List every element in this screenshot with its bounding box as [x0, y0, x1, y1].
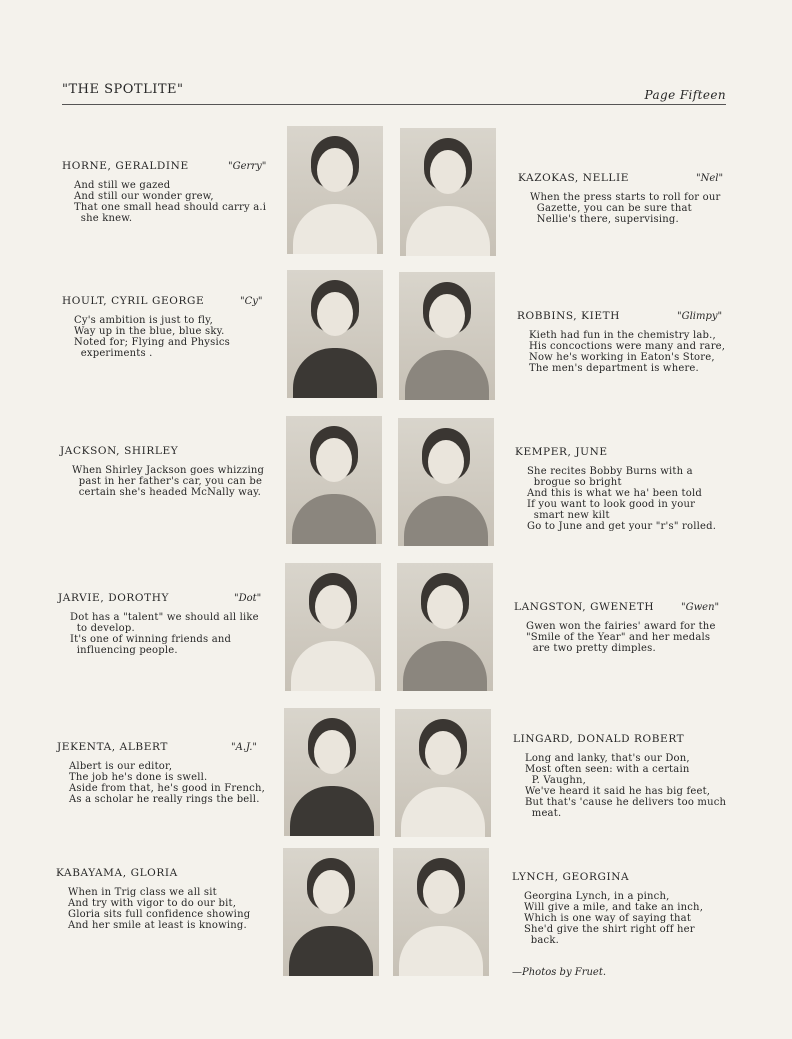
nickname: "Nel" [696, 173, 724, 184]
entry-langston-gweneth [514, 602, 728, 654]
verse: Dot has a "talent" we should all like to develop. It's one of winning friends and influencing people. [70, 612, 259, 656]
student-name: HOULT, CYRIL GEORGE [62, 295, 205, 307]
nickname: "Dot" [234, 593, 262, 604]
verse: Georgina Lynch, in a pinch, Will give a mile, and take an inch, Which is one way of saying that She'd give the shirt right off her back. [524, 891, 704, 946]
student-name: LINGARD, DONALD ROBERT [513, 733, 685, 745]
verse: Long and lanky, that's our Don, Most often seen: with a certain P. Vaughn, We've heard it said he has big feet, But that's 'cause he delivers too much meat. [525, 753, 727, 819]
photo-kemper-june [398, 418, 494, 546]
verse: When the press starts to roll for our Gazette, you can be sure that Nellie's there, supervising. [530, 192, 721, 225]
photo-jekenta-albert [284, 708, 380, 836]
entry-robbins-kieth [517, 311, 727, 374]
photo-kabayama-gloria [283, 848, 379, 976]
photo-jackson-shirley [286, 416, 382, 544]
entry-lynch-georgina [512, 872, 726, 946]
student-name: HORNE, GERALDINE [62, 160, 189, 172]
entry-kabayama-gloria [56, 868, 270, 931]
verse: Albert is our editor, The job he's done is swell. Aside from that, he's good in French, As a scholar he really rings the bell. [69, 761, 265, 805]
header-rule [62, 104, 726, 105]
entry-horne-geraldine [62, 161, 270, 224]
verse: And still we gazed And still our wonder grew, That one small head should carry a.i she knew. [74, 180, 267, 224]
verse: Cy's ambition is just to fly, Way up in the blue, blue sky. Noted for; Flying and Physics experiments . [74, 315, 231, 359]
entry-lingard-donald [513, 734, 727, 819]
entry-kemper-june [515, 447, 727, 532]
verse: Gwen won the fairies' award for the "Smile of the Year" and her medals are two pretty dimples. [526, 621, 716, 654]
photo-lingard-donald [395, 709, 491, 837]
photo-jarvie-dorothy [285, 563, 381, 691]
photo-credit: —Photos by Fruet. [512, 967, 607, 978]
student-name: JACKSON, SHIRLEY [60, 445, 179, 457]
entry-jarvie-dorothy [58, 593, 270, 656]
photo-horne-geraldine [287, 126, 383, 254]
publication-title: "THE SPOTLITE" [62, 82, 184, 97]
student-name: LANGSTON, GWENETH [514, 601, 655, 613]
verse: When Shirley Jackson goes whizzing past in her father's car, you can be certain she's headed McNally way. [72, 465, 265, 498]
student-name: KAZOKAS, NELLIE [518, 172, 630, 184]
photo-kazokas-nellie [400, 128, 496, 256]
verse: She recites Bobby Burns with a brogue so bright And this is what we ha' been told If you want to look good in your smart new kilt Go to June and get your "r's" rolled. [527, 466, 717, 532]
entry-jekenta-albert [57, 742, 269, 805]
photo-langston-gweneth [397, 563, 493, 691]
student-name: JEKENTA, ALBERT [57, 741, 168, 753]
nickname: "Gwen" [681, 602, 720, 613]
photo-hoult-cyril [287, 270, 383, 398]
nickname: "Gerry" [228, 161, 267, 172]
nickname: "Glimpy" [677, 311, 723, 322]
student-name: KEMPER, JUNE [515, 446, 608, 458]
verse: When in Trig class we all sit And try with vigor to do our bit, Gloria sits full confidence showing And her smile at least is knowing. [68, 887, 251, 931]
nickname: "A.J." [231, 742, 258, 753]
entry-kazokas-nellie [518, 173, 726, 225]
photo-lynch-georgina [393, 848, 489, 976]
entry-jackson-shirley [60, 446, 270, 498]
entry-hoult-cyril [62, 296, 270, 359]
student-name: ROBBINS, KIETH [517, 310, 620, 322]
photo-robbins-kieth [399, 272, 495, 400]
student-name: JARVIE, DOROTHY [58, 592, 170, 604]
student-name: LYNCH, GEORGINA [512, 871, 630, 883]
student-name: KABAYAMA, GLORIA [56, 867, 178, 879]
page-number: Page Fifteen [644, 88, 726, 102]
verse: Kieth had fun in the chemistry lab., His concoctions were many and rare, Now he's working in Eaton's Store, The men's department is where. [529, 330, 726, 374]
nickname: "Cy" [240, 296, 263, 307]
